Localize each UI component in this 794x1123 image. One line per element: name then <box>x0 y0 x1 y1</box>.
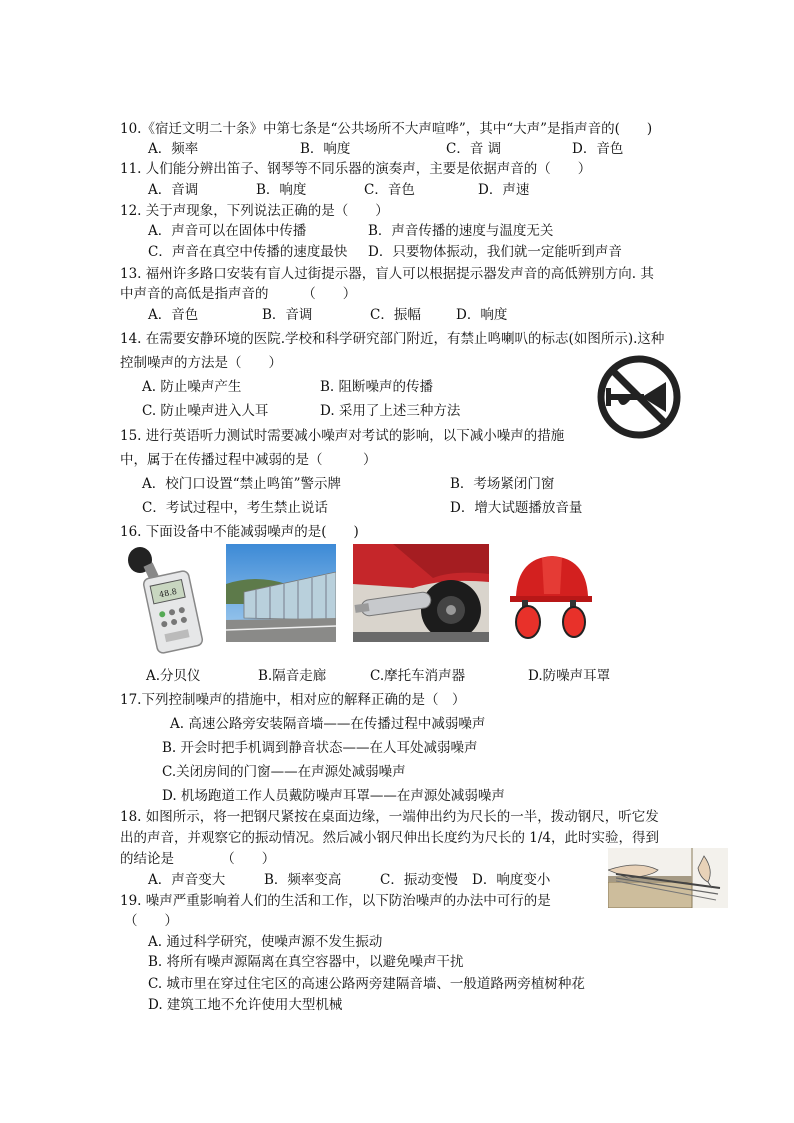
q15-option-a: A．校门口设置“禁止鸣笛”警示牌 <box>142 476 342 492</box>
q13-option-c: C．振幅 <box>370 307 421 323</box>
q16-stem: 16. 下面设备中不能减弱噪声的是( ) <box>120 524 359 540</box>
q18-option-a: A．声音变大 <box>148 872 226 888</box>
q18-option-c: C．振动变慢 <box>380 872 458 888</box>
q15-option-b: B．考场紧闭门窗 <box>450 476 555 492</box>
q16-option-b: B.隔音走廊 <box>258 668 327 684</box>
q19-option-c: C. 城市里在穿过住宅区的高速公路两旁建隔音墙、一般道路两旁植树种花 <box>148 976 585 992</box>
q13-stem-line2: 中声音的高低是指声音的 （ ） <box>120 286 357 302</box>
q15-stem-line1: 15. 进行英语听力测试时需要减小噪声对考试的影响，以下减小噪声的措施 <box>120 428 565 444</box>
ruler-experiment-image <box>608 848 728 908</box>
q13-option-a: A．音色 <box>148 307 199 323</box>
q19-option-d: D. 建筑工地不允许使用大型机械 <box>148 997 343 1013</box>
q12-option-c: C．声音在真空中传播的速度最快 <box>148 244 348 260</box>
q13-option-b: B．音调 <box>262 307 313 323</box>
q18-stem-line3: 的结论是 （ ） <box>120 851 276 867</box>
q17-option-d: D. 机场跑道工作人员戴防噪声耳罩——在声源处减弱噪声 <box>162 788 505 804</box>
q18-option-b: B．频率变高 <box>264 872 342 888</box>
q19-option-b: B. 将所有噪声源隔离在真空容器中，以避免噪声干扰 <box>148 954 464 970</box>
q11-option-a: A．音调 <box>148 182 199 198</box>
q14-option-a: A. 防止噪声产生 <box>142 379 242 395</box>
q16-option-d: D.防噪声耳罩 <box>528 668 611 684</box>
q14-stem-line1: 14. 在需要安静环境的医院.学校和科学研究部门附近，有禁止鸣喇叭的标志(如图所示).这种 <box>120 331 665 347</box>
meter-display-text: 48.8 <box>158 586 178 600</box>
no-horn-sign-icon <box>596 354 682 440</box>
q14-option-c: C. 防止噪声进入人耳 <box>142 403 269 419</box>
q12-option-d: D．只要物体振动，我们就一定能听到声音 <box>368 244 622 260</box>
q15-option-c: C．考试过程中，考生禁止说话 <box>142 500 328 516</box>
q17-option-a: A. 高速公路旁安装隔音墙——在传播过程中减弱噪声 <box>170 716 486 732</box>
q11-option-c: C．音色 <box>364 182 415 198</box>
q15-option-d: D．增大试题播放音量 <box>450 500 583 516</box>
sound-level-meter-image <box>120 544 208 656</box>
q11-option-d: D．声速 <box>478 182 530 198</box>
q10-stem: 10.《宿迁文明二十条》中第七条是“公共场所不大声喧哗”，其中“大声”是指声音的( ) <box>120 121 653 137</box>
q13-option-d: D．响度 <box>456 307 508 323</box>
q14-option-b: B. 阻断噪声的传播 <box>320 379 434 395</box>
q15-stem-line2: 中，属于在传播过程中减弱的是（ ） <box>120 452 377 468</box>
motorcycle-muffler-image <box>353 544 489 642</box>
q10-option-b: B．响度 <box>300 141 351 157</box>
q16-option-c: C.摩托车消声器 <box>370 668 466 684</box>
q18-stem-line1: 18. 如图所示，将一把钢尺紧按在桌面边缘，一端伸出约为尺长的一半，拨动钢尺，听它发 <box>120 809 659 825</box>
q10-option-c: C．音 调 <box>446 141 502 157</box>
q10-option-d: D．音色 <box>572 141 624 157</box>
sound-barrier-corridor-image <box>226 544 336 642</box>
q12-stem: 12. 关于声现象，下列说法正确的是（ ） <box>120 203 389 219</box>
q17-option-c: C.关闭房间的门窗——在声源处减弱噪声 <box>162 764 406 780</box>
q16-option-a: A.分贝仪 <box>146 668 201 684</box>
earmuff-helmet-image <box>506 544 594 642</box>
q10-option-a: A．频率 <box>148 141 199 157</box>
q17-stem: 17.下列控制噪声的措施中，相对应的解释正确的是（ ） <box>120 692 466 708</box>
q14-option-d: D. 采用了上述三种方法 <box>320 403 461 419</box>
q18-stem-line2: 出的声音，并观察它的振动情况。然后减小钢尺伸出长度约为尺长的 1/4，此时实验，得到 <box>120 830 660 846</box>
q19-option-a: A. 通过科学研究，使噪声源不发生振动 <box>148 934 383 950</box>
q11-stem: 11. 人们能分辨出笛子、钢琴等不同乐器的演奏声，主要是依据声音的（ ） <box>120 161 592 177</box>
q11-option-b: B．响度 <box>256 182 307 198</box>
q12-option-a: A．声音可以在固体中传播 <box>148 223 307 239</box>
q19-stem-line1: 19. 噪声严重影响着人们的生活和工作，以下防治噪声的办法中可行的是 <box>120 893 551 909</box>
q14-stem-line2: 控制噪声的方法是（ ） <box>120 355 282 371</box>
q18-option-d: D．响度变小 <box>472 872 551 888</box>
q12-option-b: B．声音传播的速度与温度无关 <box>368 223 554 239</box>
q17-option-b: B. 开会时把手机调到静音状态——在人耳处减弱噪声 <box>162 740 478 756</box>
q19-stem-line2: （ ） <box>124 913 178 929</box>
q13-stem-line1: 13. 福州许多路口安装有盲人过街提示器，盲人可以根据提示器发声音的高低辨别方向. 其 <box>120 266 654 282</box>
